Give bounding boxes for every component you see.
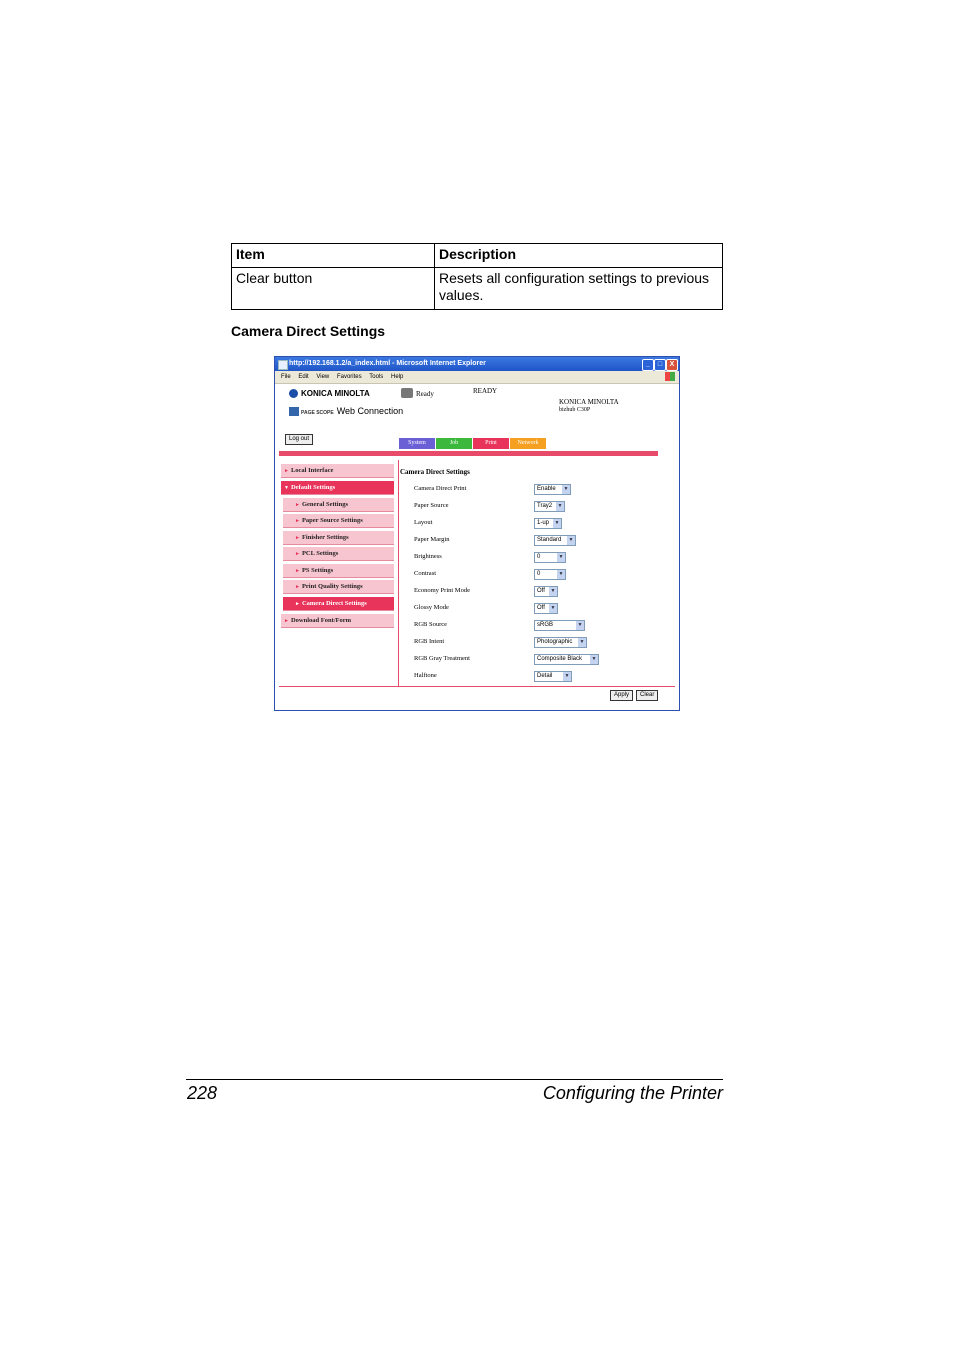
menu-tools[interactable]: Tools — [369, 374, 384, 380]
sidebar-item-paper-source-settings[interactable]: ► Paper Source Settings — [283, 514, 394, 528]
status-icon-label: Ready — [416, 390, 434, 398]
sidebar-item-download-font-form[interactable]: ► Download Font/Form — [281, 614, 394, 628]
table-row — [232, 268, 723, 310]
chevron-down-icon: ▼ — [568, 537, 574, 543]
sidebar-item-ps-settings[interactable]: ► PS Settings — [283, 564, 394, 578]
status-text: READY — [473, 387, 498, 395]
chevron-down-icon: ▼ — [577, 622, 583, 628]
brand-globe-icon — [289, 389, 298, 398]
menu-edit[interactable]: Edit — [298, 374, 309, 380]
apply-button[interactable]: Apply — [610, 690, 633, 701]
maximize-icon[interactable]: □ — [654, 359, 666, 371]
browser-screenshot — [274, 356, 680, 711]
table-cell-item: Clear button — [232, 268, 435, 310]
windows-logo-icon — [665, 372, 675, 381]
contrast-select[interactable]: 0 ▼ — [534, 569, 566, 580]
sidebar-item-general-settings[interactable]: ► General Settings — [283, 498, 394, 512]
model-brand: KONICA MINOLTA — [559, 398, 619, 406]
paper-margin-select[interactable]: Standard ▼ — [534, 535, 576, 546]
chevron-down-icon: ▼ — [550, 588, 556, 594]
chevron-down-icon: ▼ — [579, 639, 585, 645]
rgb-intent-select[interactable]: Photographic ▼ — [534, 637, 587, 648]
close-icon[interactable]: X — [666, 359, 678, 371]
setting-label: RGB Gray Treatment — [414, 655, 470, 662]
table-header-row — [232, 244, 723, 268]
setting-label: Camera Direct Print — [414, 485, 467, 492]
economy-print-mode-select[interactable]: Off ▼ — [534, 586, 558, 597]
chevron-down-icon: ▼ — [550, 605, 556, 611]
clear-button[interactable]: Clear — [636, 690, 658, 701]
camera-direct-print-select[interactable]: Enable ▼ — [534, 484, 571, 495]
ie-page-icon — [278, 360, 288, 370]
table-cell-description: Resets all configuration settings to previous values. — [435, 268, 723, 310]
brightness-select[interactable]: 0 ▼ — [534, 552, 566, 563]
chevron-down-icon: ▼ — [557, 503, 563, 509]
sidebar-item-default-settings[interactable]: ▼ Default Settings — [281, 481, 394, 495]
sidebar-item-local-interface[interactable]: ► Local Interface — [281, 464, 394, 478]
chapter-title: Configuring the Printer — [542, 1083, 723, 1103]
chevron-down-icon: ▼ — [591, 656, 597, 662]
rgb-gray-treatment-select[interactable]: Composite Black ▼ — [534, 654, 599, 665]
setting-label: Economy Print Mode — [414, 587, 470, 594]
paper-source-select[interactable]: Tray2 ▼ — [534, 501, 565, 512]
section-heading: Camera Direct Settings — [231, 323, 386, 339]
setting-label: Halftone — [414, 672, 437, 679]
setting-label: Paper Source — [414, 502, 449, 509]
column-header-item: Item — [232, 244, 435, 268]
browser-menubar — [275, 371, 679, 384]
chevron-down-icon: ▼ — [554, 520, 560, 526]
sidebar-item-print-quality-settings[interactable]: ► Print Quality Settings — [283, 580, 394, 594]
sidebar-divider — [398, 460, 399, 686]
sidebar-item-finisher-settings[interactable]: ► Finisher Settings — [283, 531, 394, 545]
sidebar-item-pcl-settings[interactable]: ► PCL Settings — [283, 547, 394, 561]
column-header-description: Description — [435, 244, 723, 268]
logout-button[interactable]: Log out — [285, 434, 313, 445]
layout-select[interactable]: 1-up ▼ — [534, 518, 562, 529]
glossy-mode-select[interactable]: Off ▼ — [534, 603, 558, 614]
browser-title: http://192.168.1.2/a_index.html - Microsoft Internet Explorer — [289, 360, 486, 367]
setting-label: Layout — [414, 519, 433, 526]
printer-icon — [401, 388, 413, 398]
setting-label: RGB Intent — [414, 638, 445, 645]
setting-label: Glossy Mode — [414, 604, 449, 611]
tab-job[interactable]: Job — [436, 438, 472, 449]
chevron-down-icon: ▼ — [564, 673, 570, 679]
setting-label: Brightness — [414, 553, 442, 560]
tab-network[interactable]: Network — [510, 438, 546, 449]
model-name: bizhub C30P — [559, 407, 591, 413]
chevron-down-icon: ▼ — [563, 486, 569, 492]
menu-help[interactable]: Help — [390, 374, 404, 380]
menu-view[interactable]: View — [316, 374, 330, 380]
header-divider — [279, 451, 658, 456]
browser-titlebar — [275, 357, 679, 371]
tab-print[interactable]: Print — [473, 438, 509, 449]
description-table — [231, 243, 723, 310]
setting-label: Contrast — [414, 570, 437, 577]
menu-file[interactable]: File — [281, 374, 291, 380]
page-number: 228 — [187, 1083, 218, 1103]
footer-divider — [279, 686, 675, 687]
content-title: Camera Direct Settings — [400, 468, 470, 476]
setting-label: Paper Margin — [414, 536, 450, 543]
sidebar-item-camera-direct-settings[interactable]: ► Camera Direct Settings — [283, 597, 394, 611]
pagescope-icon — [289, 407, 299, 416]
tab-system[interactable]: System — [399, 438, 435, 449]
setting-label: RGB Source — [414, 621, 448, 628]
pagescope-logo: PAGE SCOPE Web Connection — [289, 406, 403, 416]
menu-favorites[interactable]: Favorites — [336, 374, 362, 380]
minimize-icon[interactable]: _ — [642, 359, 654, 371]
rgb-source-select[interactable]: sRGB ▼ — [534, 620, 585, 631]
halftone-select[interactable]: Detail ▼ — [534, 671, 572, 682]
footer-rule — [186, 1079, 723, 1080]
chevron-down-icon: ▼ — [558, 571, 564, 577]
chevron-down-icon: ▼ — [558, 554, 564, 560]
konica-minolta-logo: KONICA MINOLTA — [289, 389, 370, 398]
